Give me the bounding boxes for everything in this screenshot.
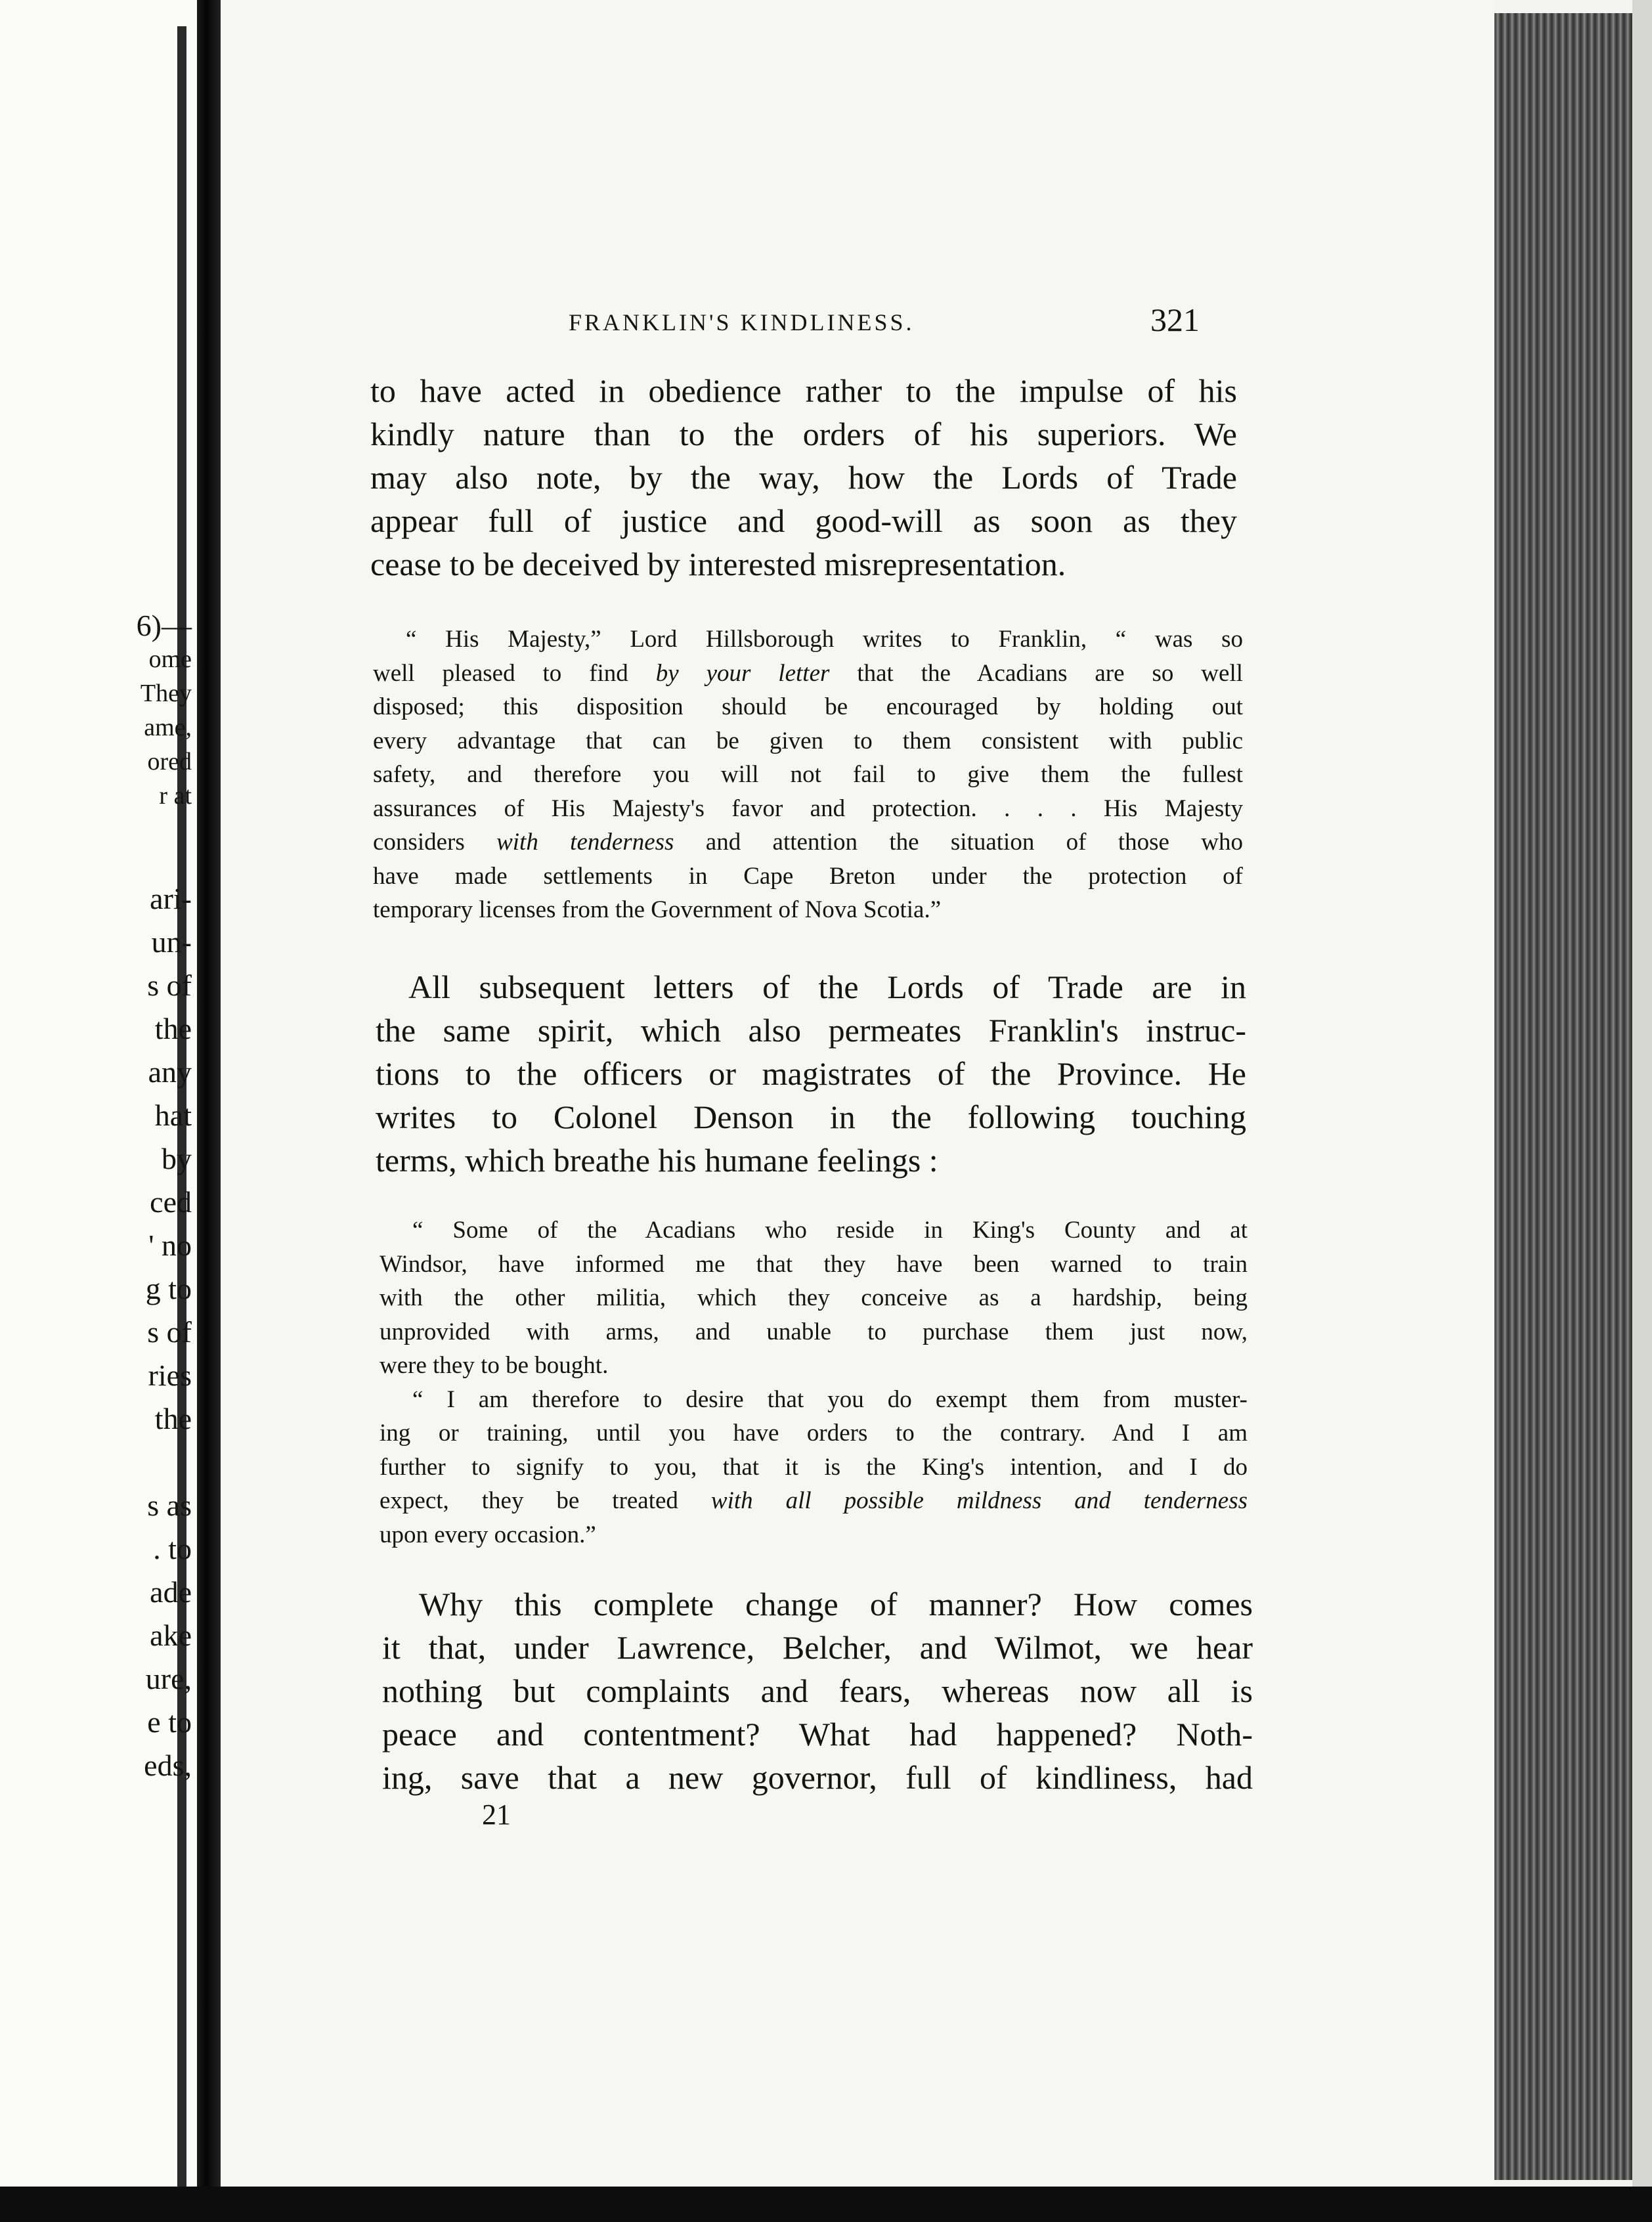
quote-line: have made settlements in Cape Breton under the protection of <box>373 862 1243 890</box>
block-quote-hillsborough <box>373 622 1243 927</box>
paragraph-2 <box>376 965 1246 1182</box>
quote-line: every advantage that can be given to them consistent with public <box>373 727 1243 754</box>
page-edge-margin <box>1632 0 1652 2222</box>
text-line: the same spirit, which also permeates Franklin's instruc- <box>376 1012 1246 1049</box>
fragment: They <box>140 680 192 707</box>
quote-line: disposed; this disposition should be encouraged by holding out <box>373 693 1243 720</box>
text-line: appear full of justice and good-will as soon as they <box>370 502 1237 539</box>
signature-mark: 21 <box>482 1798 511 1831</box>
scan-bottom-border <box>0 2187 1652 2222</box>
text-line: ing, save that a new governor, full of kindliness, had <box>382 1759 1253 1796</box>
quote-line: upon every occasion.” <box>380 1521 596 1548</box>
fragment: ari- <box>150 882 192 915</box>
quote-line: unprovided with arms, and unable to purchase them just now, <box>380 1318 1248 1345</box>
quote-line: were they to be bought. <box>380 1352 609 1379</box>
text-line: kindly nature than to the orders of his superiors. We <box>370 416 1237 452</box>
fragment: . to <box>153 1532 192 1565</box>
fragment: ' no <box>148 1229 192 1262</box>
text-line: cease to be deceived by interested misrepresentation. <box>370 546 1066 582</box>
quote-line: safety, and therefore you will not fail to give them the fullest <box>373 761 1243 788</box>
fragment: r at <box>159 782 192 810</box>
text-line: nothing but complaints and fears, whereas now all is <box>382 1672 1253 1709</box>
fragment: hat <box>154 1099 192 1132</box>
page-number: 321 <box>1150 301 1200 338</box>
text-line: to have acted in obedience rather to the impulse of his <box>370 372 1237 409</box>
text-line: All subsequent letters of the Lords of Trade are in <box>408 969 1246 1005</box>
text-line: tions to the officers or magistrates of the Province. He <box>376 1055 1246 1092</box>
fragment: s as <box>147 1489 192 1522</box>
fragment: ome <box>148 645 192 673</box>
fragment: the <box>154 1012 192 1045</box>
quote-line: well pleased to find by your letter that the Acadians are so well <box>373 659 1243 687</box>
fragment: eds, <box>144 1749 192 1782</box>
quote-line: “ Some of the Acadians who reside in King's County and at <box>412 1217 1248 1244</box>
fragment: s of <box>147 1315 192 1349</box>
fragment: ure, <box>145 1662 192 1695</box>
quote-line: temporary licenses from the Government of Nova Scotia.” <box>373 896 942 923</box>
quote-line: expect, they be treated with all possible mildness and tenderness <box>380 1487 1248 1514</box>
quote-line: with the other militia, which they conceive as a hardship, being <box>380 1284 1248 1311</box>
fragment: e to <box>147 1705 192 1739</box>
fragment: un- <box>151 925 192 959</box>
fragment: any <box>148 1055 192 1089</box>
previous-page-text-fragments <box>0 0 197 2222</box>
fragment: ored <box>147 748 192 775</box>
fragment: ade <box>150 1575 192 1609</box>
fragment: g to <box>145 1272 192 1305</box>
fragment: ame, <box>144 714 192 741</box>
book-gutter <box>197 0 221 2222</box>
paragraph-3 <box>382 1582 1253 1799</box>
quote-line: “ I am therefore to desire that you do exempt them from muster- <box>412 1385 1248 1413</box>
fragment: by <box>162 1142 192 1175</box>
text-line: it that, under Lawrence, Belcher, and Wilmot, we hear <box>382 1629 1253 1666</box>
block-quote-franklin <box>380 1213 1248 1552</box>
fragment: ced <box>150 1185 192 1219</box>
quote-line: Windsor, have informed me that they have been warned to train <box>380 1250 1248 1278</box>
fragment: s of <box>147 969 192 1002</box>
text-line: writes to Colonel Denson in the following touching <box>376 1099 1246 1135</box>
running-head: FRANKLIN'S KINDLINESS. <box>569 309 915 336</box>
fragment: 6)— <box>136 609 192 642</box>
text-line: terms, which breathe his humane feelings : <box>376 1142 938 1179</box>
quote-line: considers with tenderness and attention the situation of those who <box>373 829 1243 856</box>
fragment: the <box>154 1402 192 1435</box>
quote-line: assurances of His Majesty's favor and protection. . . . His Majesty <box>373 795 1243 822</box>
quote-line: “ His Majesty,” Lord Hillsborough writes to Franklin, “ was so <box>406 626 1243 653</box>
quote-line: further to signify to you, that it is the King's intention, and I do <box>380 1453 1248 1481</box>
fragment: ries <box>148 1359 192 1392</box>
text-line: may also note, by the way, how the Lords of Trade <box>370 459 1237 496</box>
text-line: Why this complete change of manner? How comes <box>419 1586 1253 1623</box>
quote-line: ing or training, until you have orders to the contrary. And I am <box>380 1420 1248 1447</box>
previous-page <box>0 0 197 2222</box>
text-line: peace and contentment? What had happened? Noth- <box>382 1716 1253 1753</box>
page-fore-edge <box>1494 13 1632 2180</box>
fragment: ake <box>150 1619 192 1652</box>
paragraph-1 <box>370 369 1237 586</box>
